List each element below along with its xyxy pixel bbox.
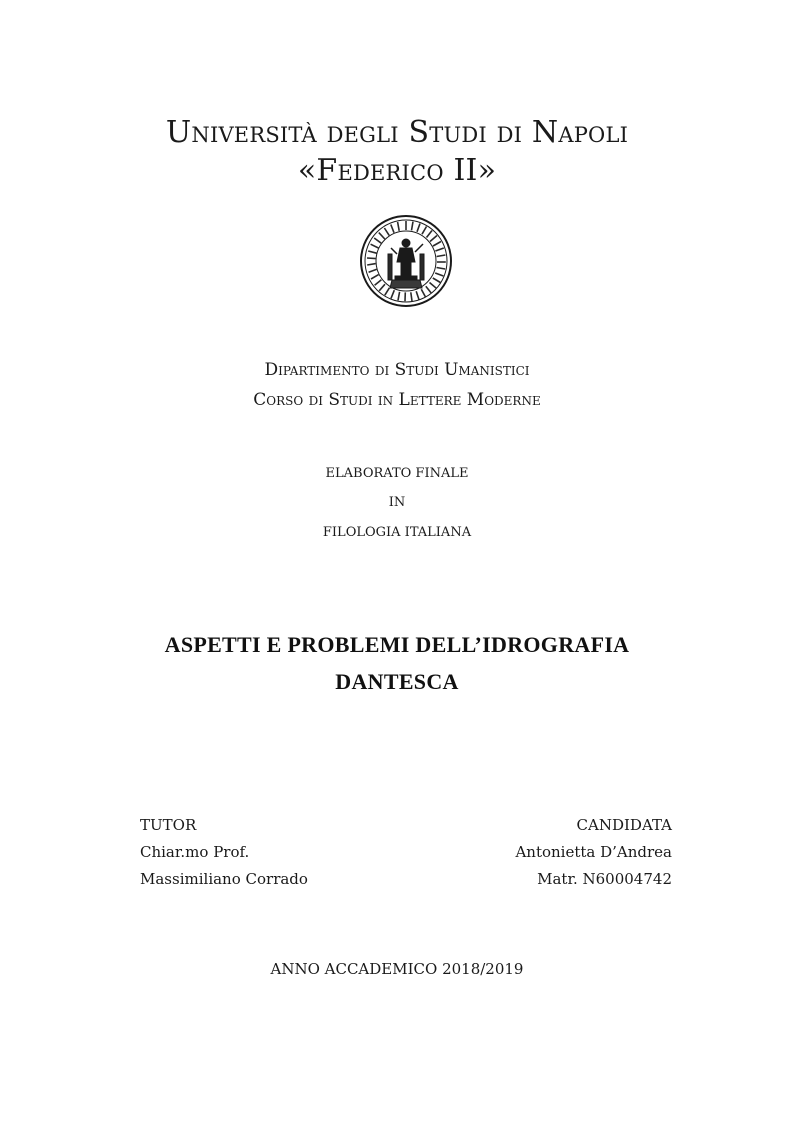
tutor-name: Massimiliano Corrado (140, 870, 308, 888)
degree-course: Corso di Studi in Lettere Moderne (253, 390, 541, 410)
tutor-block (140, 812, 400, 893)
thesis-type: ELABORATO FINALE (325, 466, 469, 481)
thesis-title-continued: DANTESCA (335, 669, 459, 694)
candidate-label: CANDIDATA (576, 816, 672, 834)
department-name: Dipartimento di Studi Umanistici (264, 360, 530, 380)
academic-year: ANNO ACCADEMICO 2018/2019 (270, 960, 524, 978)
candidate-name: Antonietta D’Andrea (515, 843, 672, 861)
thesis-subject: FILOLOGIA ITALIANA (322, 525, 472, 540)
university-seal-icon (359, 214, 453, 308)
candidate-block (400, 812, 672, 893)
thesis-title: ASPETTI E PROBLEMI DELL’IDROGRAFIA (164, 632, 630, 657)
university-subtitle: «Federico II» (297, 153, 497, 188)
thesis-type-connector: IN (388, 495, 406, 510)
candidate-matriculation: Matr. N60004742 (537, 870, 672, 888)
university-name: Università degli Studi di Napoli (165, 115, 629, 150)
tutor-honorific: Chiar.mo Prof. (140, 843, 250, 861)
tutor-label: TUTOR (140, 816, 197, 834)
